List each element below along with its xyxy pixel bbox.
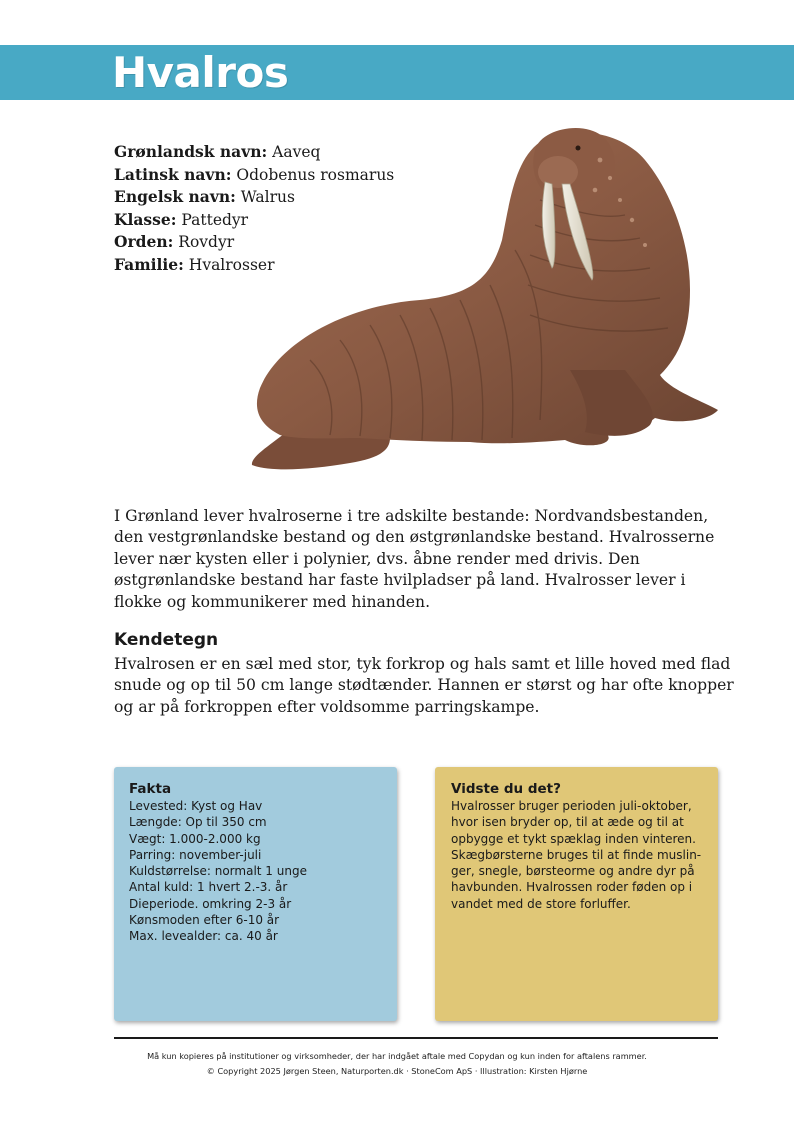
trivia-line: vandet med de store forluffer.	[451, 896, 631, 911]
facts-line: Vægt: 1.000-2.000 kg	[129, 831, 261, 846]
facts-box	[114, 767, 397, 1021]
name-value: Odobenus rosmarus	[236, 165, 395, 184]
name-value: Aaveq	[272, 143, 321, 161]
trivia-box	[435, 767, 718, 1021]
facts-line: Max. levealder: ca. 40 år	[129, 929, 278, 944]
trivia-line: Hvalrosser bruger perioden juli-oktober,	[451, 799, 692, 813]
facts-line: Længde: Op til 350 cm	[129, 815, 267, 830]
page-title: Hvalros	[112, 48, 289, 97]
intro-paragraph: I Grønland lever hvalroserne i tre adskilte bestande: Nordvandsbestanden, den vestgrønlandske bestand og den østgrønlandske bestand. Hvalrosserne lever nær kysten eller i polynier, dvs. åbne render med drivis. Den østgrønlandske bestand har faste hvilpladser på land. Hvalrosser lever i flokke og kommunikerer med hinanden.	[114, 507, 715, 611]
section-body: Hvalrosen er en sæl med stor, tyk forkrop og hals samt et lille hoved med flad snude og op til 50 cm lange stødtænder. Hannen er størst og har ofte knopper og ar på forkroppen efter voldsomme parringskampe.	[114, 655, 734, 716]
walrus-illustration	[240, 120, 730, 490]
facts-line: Dieperiode. omkring 2-3 år	[129, 896, 292, 911]
facts-line: Antal kuld: 1 hvert 2.-3. år	[129, 880, 288, 895]
trivia-line: ger, snegle, børsteorme og andre dyr på	[451, 864, 695, 879]
trivia-line: hvor isen bryder op, til at æde og til at	[451, 815, 684, 830]
footer-divider	[114, 1037, 718, 1039]
footer-copyright: © Copyright 2025 Jørgen Steen, Naturporten.dk · StoneCom ApS · Illustration: Kirsten Hjørne	[206, 1066, 588, 1076]
facts-title: Fakta	[129, 781, 172, 797]
facts-line: Parring: november-juli	[129, 847, 262, 862]
name-value: Pattedyr	[181, 210, 249, 229]
facts-line: Kønsmoden efter 6-10 år	[129, 913, 280, 928]
name-label: Orden:	[114, 232, 174, 252]
name-label: Familie:	[114, 254, 184, 274]
name-value: Hvalrosser	[188, 255, 275, 274]
trivia-title: Vidste du det?	[451, 781, 561, 797]
name-value: Walrus	[240, 188, 295, 207]
name-label: Latinsk navn:	[114, 164, 232, 184]
section-heading: Kendetegn	[114, 630, 219, 650]
name-label: Grønlandsk navn:	[114, 142, 268, 161]
name-label: Engelsk navn:	[114, 187, 236, 207]
footer-license: Må kun kopieres på institutioner og virksomheder, der har indgået aftale med Copydan og kun inden for aftalens rammer.	[147, 1051, 647, 1061]
trivia-line: havbunden. Hvalrossen roder føden op i	[451, 880, 693, 895]
facts-line: Levested: Kyst og Hav	[129, 799, 263, 813]
facts-line: Kuldstørrelse: normalt 1 unge	[129, 864, 307, 879]
trivia-line: Skægbørsterne bruges til at finde muslin-	[451, 847, 702, 862]
trivia-line: opbygge et tykt spæklag inden vinteren.	[451, 831, 696, 846]
name-label: Klasse:	[114, 209, 177, 229]
name-value: Rovdyr	[178, 233, 235, 252]
